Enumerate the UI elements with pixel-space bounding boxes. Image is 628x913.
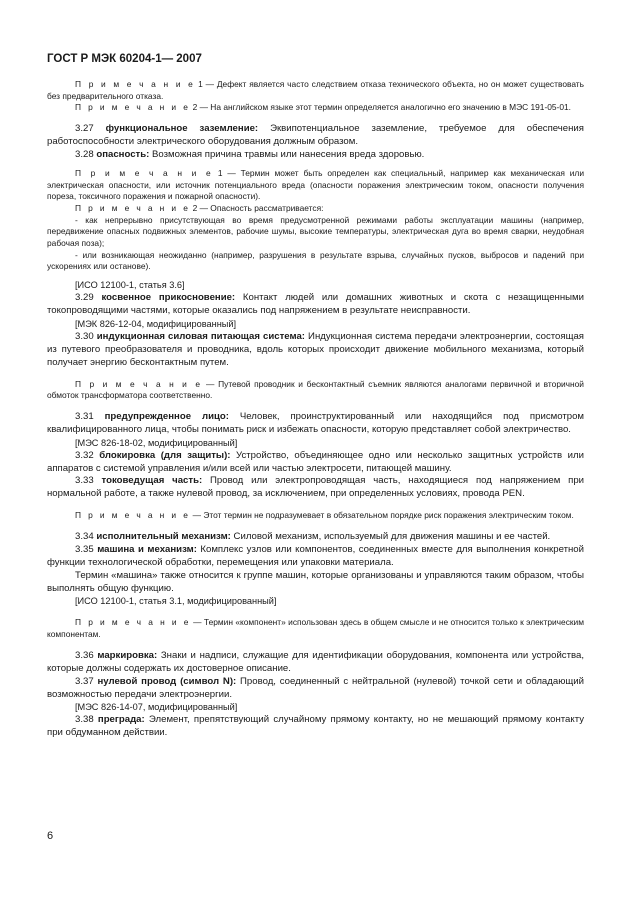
term-3-28: 3.28 опасность: Возможная причина травмы или нанесения вреда здоровью. bbox=[75, 148, 425, 160]
term-3-29: 3.29 косвенное прикосновение: Контакт людей или домашних животных и скота с незащищенными токопроводящими частями, которые оказались под напряжением в результате неисправности. bbox=[47, 292, 584, 316]
note-defect-1: П р и м е ч а н и е 1 — Дефект является часто следствием отказа технического объекта, но он может существовать без предварительного отказа. bbox=[47, 79, 585, 101]
page-number: 6 bbox=[47, 830, 54, 842]
ref-iev-826-14-07: [МЭС 826-14-07, модифицированный] bbox=[75, 702, 238, 713]
note-hazard-1: П р и м е ч а н и е 1 — Термин может быть определен как специальный, например как механическая или электрическая опасности, или источник потенциального вреда (опасности поражения электрическим током, опасности получения пореза, токсичного поражения и пожарной опасности). bbox=[47, 167, 584, 202]
note-component: П р и м е ч а н и е — Термин «компонент» использован здесь в общем смысле и не относится только к электрическим компонентам. bbox=[47, 617, 584, 640]
term-3-34: 3.34 исполнительный механизм: Силовой механизм, используемый для движения машины и ее частей. bbox=[75, 530, 551, 542]
term-3-32: 3.32 блокировка (для защиты): Устройство, объединяющее одно или несколько защитных устройств или аппаратов с системой управления и/или всей или частью электросети, питающей машину. bbox=[47, 449, 584, 474]
note-hazard-2: П р и м е ч а н и е 2 — Опасность рассматривается: bbox=[75, 202, 324, 213]
term-3-33: 3.33 токоведущая часть: Провод или электропроводящая часть, находящиеся под напряжением при нормальной работе, а также нулевой провод, за исключением, при определенных условиях, провода PEN. bbox=[47, 475, 585, 500]
ref-iec-826-12-04: [МЭК 826-12-04, модифицированный] bbox=[75, 318, 237, 329]
term-3-37: 3.37 нулевой провод (символ N): Провод, соединенный с нейтральной (нулевой) точкой сети и обладающий возможностью передачи электроэнергии. bbox=[47, 675, 584, 700]
term-3-30: 3.30 индукционная силовая питающая система: Индукционная система передачи электроэнергии, состоящая из путевого преобразователя и проводника, вдоль которых происходит движение мобильного механизма, который получает энергию бесконтактным путем. bbox=[47, 330, 584, 368]
ref-iso-3-1: [ИСО 12100-1, статья 3.1, модифицированный] bbox=[75, 596, 277, 607]
machine-paragraph: Термин «машина» также относится к группе машин, которые организованы и управляются таким образом, чтобы выполнять общую функцию. bbox=[47, 569, 584, 594]
note-induction: П р и м е ч а н и е — Путевой проводник и бесконтактный съемник являются аналогами первичной и вторичной обмоток трансформатора соответственно. bbox=[47, 378, 584, 401]
term-3-36: 3.36 маркировка: Знаки и надписи, служащие для идентификации оборудования, компонента или устройства, которые должны содержать их достоверное описание. bbox=[47, 649, 584, 674]
page-header: ГОСТ Р МЭК 60204-1— 2007 bbox=[47, 53, 202, 65]
note-hazard-item-2: - или возникающая неожиданно (например, разрушения в результате взрыва, случайных пусков, выбросов и падений при ускорениях или останове). bbox=[47, 249, 584, 272]
document-body bbox=[47, 79, 584, 740]
note-live-part: П р и м е ч а н и е — Этот термин не подразумевает в обязательном порядке риск поражения электрическим током. bbox=[75, 510, 574, 521]
term-3-31: 3.31 предупрежденное лицо: Человек, проинструктированный или находящийся под присмотром квалифицированного лица, чтобы понимать риск и избежать опасности, которую представляет собой электричество. bbox=[47, 410, 584, 435]
term-3-27: 3.27 функциональное заземление: Эквипотенциальное заземление, требуемое для обеспечения работоспособности электрического оборудования должным образом. bbox=[47, 123, 584, 148]
term-3-38: 3.38 преграда: Элемент, препятствующий случайному прямому контакту, но не мешающий прямому контакту при обдуманном действии. bbox=[47, 714, 584, 739]
ref-iso-3-6: [ИСО 12100-1, статья 3.6] bbox=[75, 280, 185, 291]
note-defect-2: П р и м е ч а н и е 2 — На английском языке этот термин определяется аналогично его значению в МЭС 191-05-01. bbox=[75, 102, 571, 113]
term-3-35: 3.35 машина и механизм: Комплекс узлов или компонентов, соединенных вместе для выполнения конкретной функции технологической обработки, перемещения или упаковки материала. bbox=[47, 543, 584, 568]
ref-iev-826-18-02: [МЭС 826-18-02, модифицированный] bbox=[75, 437, 238, 448]
note-hazard-item-1: - как непрерывно присутствующая во время предусмотренной режимами работы эксплуатации машины (например, передвижение опасных подвижных элементов, рабочие шумы, высокие температуры, электрическая дуга во время сварки, неудобная рабочая поза); bbox=[47, 214, 584, 249]
